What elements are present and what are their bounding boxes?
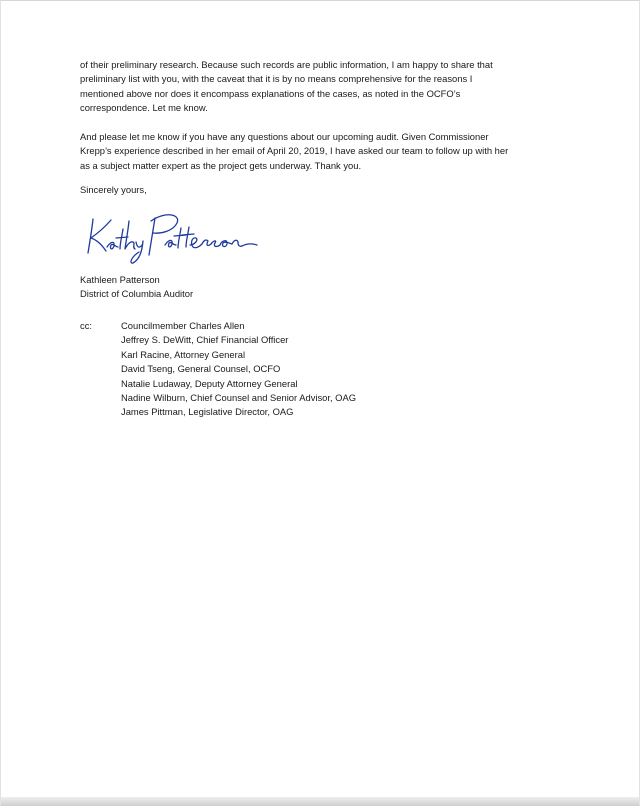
text-line: Krepp’s experience described in her email of April 20, 2019, I have asked our team to follow up with her xyxy=(80,145,509,157)
cc-list xyxy=(121,319,356,420)
text-line: correspondence. Let me know. xyxy=(80,102,208,114)
closing-line xyxy=(80,183,560,197)
page-bottom-edge xyxy=(1,797,639,806)
cc-label: cc: xyxy=(80,320,92,331)
handwritten-signature xyxy=(81,207,271,265)
signature-block xyxy=(80,273,560,302)
text-line: And please let me know if you have any questions about our upcoming audit. Given Commissioner xyxy=(80,131,489,142)
cc-recipient: Jeffrey S. DeWitt, Chief Financial Officer xyxy=(121,334,289,346)
cc-recipient: David Tseng, General Counsel, OCFO xyxy=(121,363,281,375)
text-line: preliminary list with you, with the caveat that it is by no means comprehensive for the reasons I xyxy=(80,73,473,85)
text-line: mentioned above nor does it encompass explanations of the cases, as noted in the OCFO’s xyxy=(80,87,461,99)
body-paragraph-2 xyxy=(80,130,560,173)
text-line: as a subject matter expert as the project gets underway. Thank you. xyxy=(80,159,362,171)
body-paragraph-1 xyxy=(80,58,560,116)
cc-recipient: Councilmember Charles Allen xyxy=(121,320,245,331)
cc-recipient: Natalie Ludaway, Deputy Attorney General xyxy=(121,377,298,389)
signer-title: District of Columbia Auditor xyxy=(80,288,194,300)
cc-recipient: James Pittman, Legislative Director, OAG xyxy=(121,406,294,418)
cc-recipient: Nadine Wilburn, Chief Counsel and Senior Advisor, OAG xyxy=(121,392,357,404)
closing-text: Sincerely yours, xyxy=(80,184,147,195)
signer-name: Kathleen Patterson xyxy=(80,274,160,285)
cc-recipient: Karl Racine, Attorney General xyxy=(121,348,246,360)
text-line: of their preliminary research. Because such records are public information, I am happy to share that xyxy=(80,59,493,70)
